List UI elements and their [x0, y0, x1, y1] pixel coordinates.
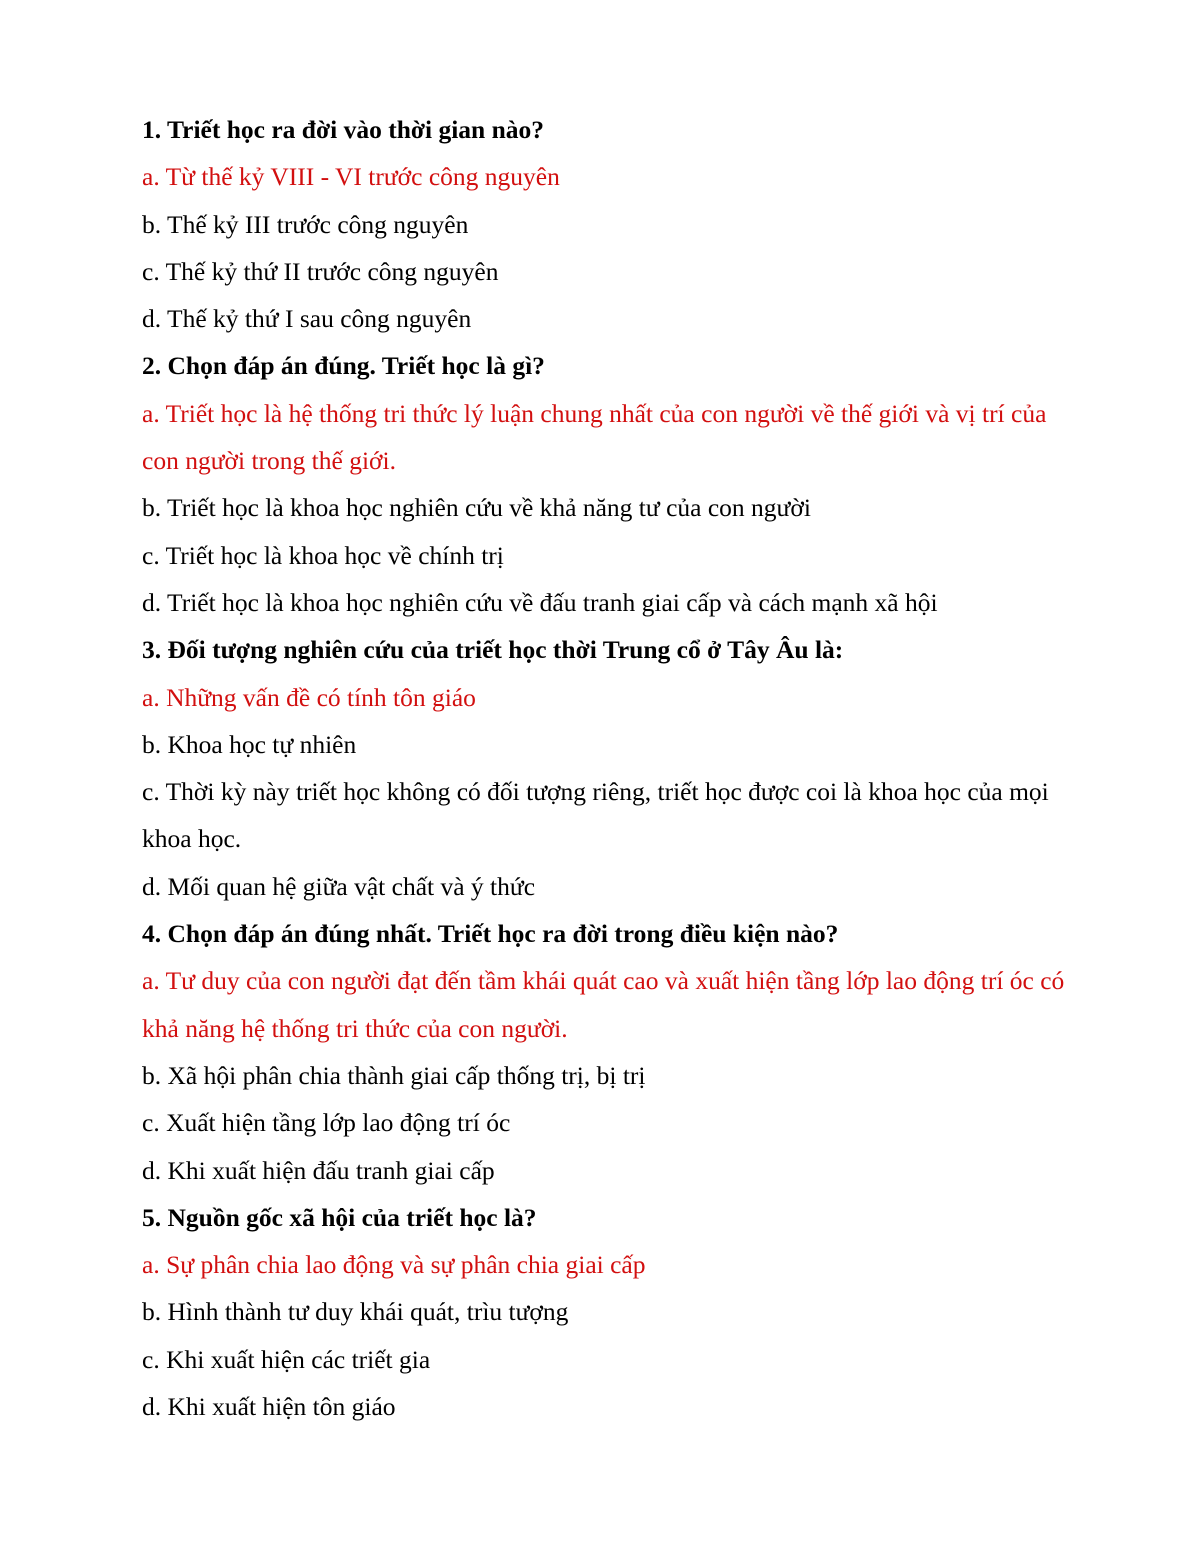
answer-option: c. Thời kỳ này triết học không có đối tượng riêng, triết học được coi là khoa học của mọi khoa học.	[142, 777, 1049, 854]
question-block	[142, 626, 1082, 910]
question-title: 2. Chọn đáp án đúng. Triết học là gì?	[142, 351, 545, 381]
question-block	[142, 342, 1082, 626]
answer-option: d. Thế kỷ thứ I sau công nguyên	[142, 304, 472, 334]
answer-option: c. Khi xuất hiện các triết gia	[142, 1344, 431, 1374]
question-title: 5. Nguồn gốc xã hội của triết học là?	[142, 1202, 537, 1232]
answer-option: c. Thế kỷ thứ II trước công nguyên	[142, 256, 499, 286]
answer-option: b. Hình thành tư duy khái quát, trìu tượng	[142, 1297, 569, 1327]
answer-option: d. Khi xuất hiện đấu tranh giai cấp	[142, 1155, 495, 1185]
answer-option-correct: a. Những vấn đề có tính tôn giáo	[142, 682, 476, 712]
answer-option: d. Triết học là khoa học nghiên cứu về đấu tranh giai cấp và cách mạnh xã hội	[142, 587, 938, 617]
question-block	[142, 1194, 1082, 1430]
question-block	[142, 910, 1082, 1194]
question-title: 3. Đối tượng nghiên cứu của triết học thời Trung cổ ở Tây Âu là:	[142, 635, 844, 665]
answer-option-correct: a. Tư duy của con người đạt đến tầm khái quát cao và xuất hiện tầng lớp lao động trí óc có khả năng hệ thống tri thức của con người.	[142, 966, 1065, 1043]
answer-option-correct: a. Từ thế kỷ VIII - VI trước công nguyên	[142, 162, 560, 192]
answer-option: c. Triết học là khoa học về chính trị	[142, 540, 504, 570]
answer-option: b. Thế kỷ III trước công nguyên	[142, 209, 469, 239]
answer-option: b. Triết học là khoa học nghiên cứu về khả năng tư của con người	[142, 493, 811, 523]
question-title: 1. Triết học ra đời vào thời gian nào?	[142, 115, 545, 144]
answer-option: b. Xã hội phân chia thành giai cấp thống trị, bị trị	[142, 1060, 646, 1090]
answer-option: b. Khoa học tự nhiên	[142, 729, 357, 759]
answer-option-correct: a. Triết học là hệ thống tri thức lý luận chung nhất của con người về thế giới và vị trí của con người trong thế giới.	[142, 398, 1047, 476]
answer-option-correct: a. Sự phân chia lao động và sự phân chia giai cấp	[142, 1250, 646, 1280]
question-block	[142, 106, 1082, 342]
answer-option: d. Mối quan hệ giữa vật chất và ý thức	[142, 871, 536, 901]
question-title: 4. Chọn đáp án đúng nhất. Triết học ra đời trong điều kiện nào?	[142, 919, 839, 949]
answer-option: d. Khi xuất hiện tôn giáo	[142, 1392, 396, 1422]
document-page	[142, 106, 1082, 1430]
answer-option: c. Xuất hiện tầng lớp lao động trí óc	[142, 1108, 511, 1138]
